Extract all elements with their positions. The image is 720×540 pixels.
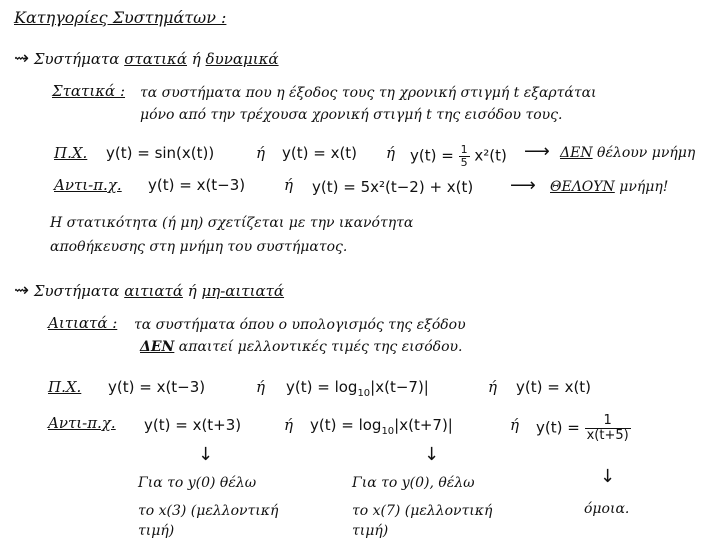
fraction-numerator: 1 — [585, 414, 631, 429]
heading-term-static: στατικά — [124, 50, 188, 68]
emphasis-text: ΔΕΝ — [140, 339, 175, 355]
equation-lhs: y(t) = — [536, 418, 580, 437]
heading-text: Συστήματα — [33, 50, 125, 68]
heading-or: ή — [187, 50, 206, 68]
or-word: ή — [256, 378, 265, 396]
heading-term-noncausal: μη-αιτιατά — [201, 282, 285, 300]
right-arrow-icon: ⟶ — [524, 141, 550, 162]
emphasis-text: ΔΕΝ — [560, 145, 593, 161]
equation-argument: |x(t−7)| — [370, 378, 429, 396]
or-word: ή — [386, 144, 395, 162]
or-word: ή — [284, 416, 293, 434]
squiggle-arrow-icon: ⇝ — [14, 280, 30, 301]
equation-lhs: y(t) = log — [286, 378, 358, 396]
note-3-line-1: όμοια. — [584, 501, 630, 517]
equation-lhs: y(t) = log — [310, 416, 382, 434]
example-equation-2 — [286, 380, 429, 399]
log-base: 10 — [357, 388, 371, 399]
counter-equation-3 — [536, 414, 631, 442]
example-label: Π.Χ. — [48, 378, 82, 396]
example-equation-1: y(t) = sin(x(t)) — [106, 144, 215, 162]
definition-label: Στατικά : — [52, 82, 126, 100]
heading-term-causal: αιτιατά — [124, 282, 183, 300]
down-arrow-icon: ↓ — [600, 466, 616, 487]
counter-equation-1: y(t) = x(t+3) — [144, 416, 242, 434]
definition-label: Αιτιατά : — [48, 314, 118, 332]
or-word: ή — [510, 416, 519, 434]
heading-term-dynamic: δυναμικά — [205, 50, 279, 68]
section1-heading — [14, 50, 279, 68]
squiggle-arrow-icon: ⇝ — [14, 48, 30, 69]
counter-example-label: Αντι-π.χ. — [48, 414, 116, 432]
emphasis-text: ΘΕΛΟΥΝ — [550, 179, 615, 195]
definition-line-1: τα συστήματα που η έξοδος τους τη χρονική στιγμή t εξαρτάται — [140, 85, 597, 101]
heading-or: ή — [182, 282, 202, 300]
counter-equation-2: y(t) = 5x²(t−2) + x(t) — [312, 178, 474, 196]
right-arrow-icon: ⟶ — [510, 175, 536, 196]
counter-equation-2 — [310, 418, 453, 437]
remark-line-2: αποθήκευσης στη μνήμη του συστήματος. — [50, 239, 348, 255]
note-1-line-1: Για το y(0) θέλω — [138, 475, 257, 491]
equation-lhs: y(t) = — [410, 146, 454, 165]
example-equation-3 — [410, 144, 507, 168]
heading-text: Συστήματα — [33, 282, 125, 300]
log-base: 10 — [381, 426, 395, 437]
equation-rhs: x²(t) — [474, 146, 507, 165]
counter-equation-1: y(t) = x(t−3) — [148, 176, 246, 194]
definition-line-2: μόνο από την τρέχουσα χρονική στιγμή t της εισόδου τους. — [140, 107, 563, 123]
note-2-line-2: το x(7) (μελλοντική — [352, 503, 493, 519]
down-arrow-icon: ↓ — [424, 444, 440, 465]
note-2-line-1: Για το y(0), θέλω — [352, 475, 475, 491]
down-arrow-icon: ↓ — [198, 444, 214, 465]
example-equation-2: y(t) = x(t) — [282, 144, 358, 162]
note-2-line-3: τιμή) — [352, 523, 389, 539]
or-word: ή — [256, 144, 265, 162]
fraction-numerator: 1 — [460, 143, 468, 156]
counter-example-label: Αντι-π.χ. — [54, 176, 122, 194]
fraction-denominator: x(t+5) — [586, 427, 629, 443]
note-1-line-3: τιμή) — [138, 523, 175, 539]
fraction-denominator: 5 — [460, 155, 468, 169]
note-text: μνήμη! — [614, 179, 669, 195]
example-equation-3: y(t) = x(t) — [516, 378, 592, 396]
equation-argument: |x(t+7)| — [394, 416, 453, 434]
page-title: Κατηγορίες Συστημάτων : — [14, 8, 227, 27]
definition-line-2 — [140, 340, 462, 354]
fraction — [459, 144, 470, 168]
definition-line-1: τα συστήματα όπου ο υπολογισμός της εξόδου — [134, 317, 466, 333]
remark-line-1: Η στατικότητα (ή μη) σχετίζεται με την ικανότητα — [50, 215, 414, 231]
fraction — [585, 414, 631, 442]
example-label: Π.Χ. — [54, 144, 88, 162]
example-note — [560, 146, 695, 160]
example-equation-1: y(t) = x(t−3) — [108, 378, 206, 396]
definition-text: απαιτεί μελλοντικές τιμές της εισόδου. — [174, 339, 463, 355]
or-word: ή — [284, 176, 293, 194]
or-word: ή — [488, 378, 497, 396]
note-text: θέλουν μνήμη — [592, 145, 696, 161]
section2-heading — [14, 282, 284, 300]
note-1-line-2: το x(3) (μελλοντική — [138, 503, 279, 519]
counter-note — [550, 180, 668, 194]
